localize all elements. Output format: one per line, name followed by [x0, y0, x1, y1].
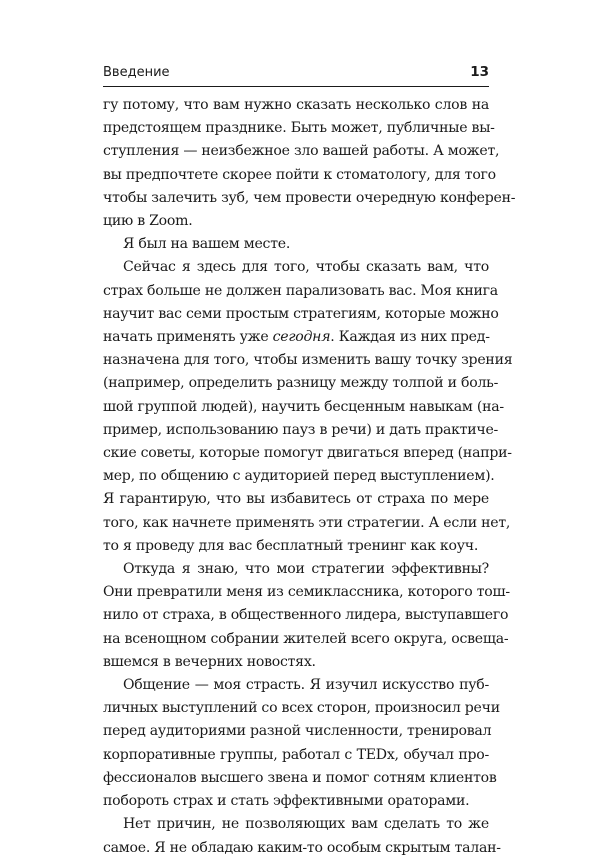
- chapter-title: Введение: [103, 65, 170, 80]
- text-line: побороть страх и стать эффективными ораторами.: [103, 793, 470, 810]
- text-line: Нет причин, не позволяющих вам сделать то же: [123, 816, 489, 833]
- text-line: шой группой людей), научить бесценным навыкам (на-: [103, 398, 504, 415]
- paragraph: [103, 674, 500, 813]
- text-line: ские советы, которые помогут двигаться вперед (напри-: [103, 445, 512, 462]
- text-line: Я был на вашем месте.: [123, 236, 291, 253]
- text-run: начать применять уже: [103, 329, 273, 346]
- text-line: вшемся в вечерних новостях.: [103, 653, 316, 670]
- text-line: Они превратили меня из семиклассника, которого тош-: [103, 584, 510, 601]
- text-line: цию в Zoom.: [103, 213, 193, 230]
- text-line: пример, использованию пауз в речи) и дать практиче-: [103, 421, 499, 438]
- text-line: страх больше не должен парализовать вас. Моя книга: [103, 282, 498, 299]
- paragraph: [103, 558, 510, 674]
- paragraph: [103, 94, 516, 233]
- text-line: то я проведу для вас бесплатный тренинг как коуч.: [103, 537, 479, 554]
- text-line: вы предпочтете скорее пойти к стоматологу, для того: [103, 166, 496, 183]
- body-text: [103, 94, 516, 860]
- text-line: того, как начнете применять эти стратегии. А если нет,: [103, 514, 511, 531]
- text-line: [103, 326, 489, 349]
- text-line: нило от страха, в общественного лидера, выступавшего: [103, 607, 509, 624]
- paragraph: [103, 256, 513, 558]
- text-line: чтобы залечить зуб, чем провести очередную конферен-: [103, 189, 516, 206]
- text-line: перед аудиториями разной численности, тренировал: [103, 723, 492, 740]
- text-line: назначена для того, чтобы изменить вашу точку зрения: [103, 352, 513, 369]
- text-run: . Каждая из них пред-: [330, 329, 490, 346]
- text-line: Откуда я знаю, что мои стратегии эффективны?: [123, 561, 489, 578]
- text-line: Сейчас я здесь для того, чтобы сказать вам, что: [123, 259, 489, 276]
- text-line: научит вас семи простым стратегиям, которые можно: [103, 305, 499, 322]
- paragraph: [103, 813, 501, 859]
- text-line: личных выступлений со всех сторон, произносил речи: [103, 700, 500, 717]
- text-line: ступления — неизбежное зло вашей работы. А может,: [103, 143, 500, 160]
- text-line: Общение — моя страсть. Я изучил искусство пуб-: [123, 677, 489, 694]
- text-line: корпоративные группы, работал с TEDx, обучал про-: [103, 746, 489, 763]
- text-line: мер, по общению с аудиторией перед выступлением).: [103, 468, 495, 485]
- text-line: гу потому, что вам нужно сказать несколько слов на: [103, 97, 489, 113]
- text-line: предстоящем празднике. Быть может, публичные вы-: [103, 120, 495, 137]
- paragraph: [103, 233, 489, 256]
- emphasis: сегодня: [272, 329, 331, 346]
- text-line: Я гарантирую, что вы избавитесь от страха по мере: [103, 491, 489, 508]
- running-header: [103, 62, 489, 87]
- text-line: фессионалов высшего звена и помог сотням клиентов: [103, 769, 497, 786]
- text-line: самое. Я не обладаю каким-то особым скрытым талан-: [103, 839, 501, 856]
- page-number: 13: [470, 64, 489, 80]
- text-line: (например, определить разницу между толпой и боль-: [103, 375, 499, 392]
- text-line: на всенощном собрании жителей всего округа, освеща-: [103, 630, 509, 647]
